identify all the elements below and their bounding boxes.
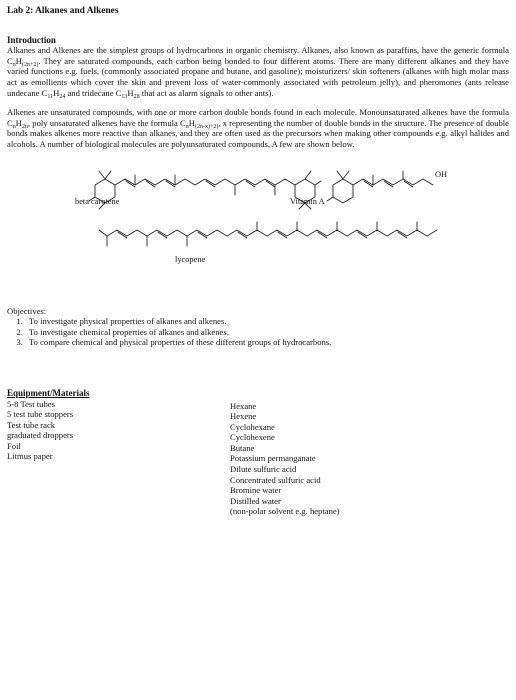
hydroxyl-group-label: OH: [435, 169, 448, 179]
text-run: and tridecane C: [65, 87, 122, 98]
vitamin-a-molecule: [327, 171, 433, 203]
text-run: . They are saturated compounds, each carbon being bonded to four different atoms. There are many different alkanes and they have varied functions e.g. fuels, (commonly associated propane and butane, and gasoline); moisturizers/ skin softeners (alkanes with high molar mass act as emollients which cover the skin and prevent loss of water-commonly associated with petroleum jelly), and pheromones (ants release undecane C: [7, 55, 509, 98]
objectives-list: [7, 316, 509, 348]
lab-document: [7, 6, 509, 517]
introduction-paragraph-alkenes: [7, 107, 509, 149]
material-item: Cyclohexane: [230, 421, 275, 432]
subscript: 24: [59, 93, 66, 100]
materials-list: [230, 401, 490, 518]
material-item: Distilled water: [230, 495, 281, 506]
text-run: H: [53, 87, 60, 98]
document-title: Lab 2: Alkanes and Alkenes: [7, 6, 119, 16]
subscript: 13: [121, 93, 128, 100]
molecule-structures: [7, 152, 509, 302]
subscript: (2n-x)+2): [194, 123, 219, 130]
material-item: Butane: [230, 442, 255, 453]
text-run: Alkanes and Alkenes are the simplest groups of hydrocarbons in organic chemistry. Alkanes, also known as paraffins, have the generic formula C: [7, 45, 509, 66]
subscript: 28: [133, 93, 140, 100]
material-item: Bromine water: [230, 485, 282, 496]
equipment-heading: Equipment/Materials: [7, 387, 90, 398]
introduction-paragraph-alkanes: [7, 45, 509, 98]
equipment-list: [7, 399, 207, 463]
equipment-item: 5 test tube stoppers: [7, 409, 74, 420]
subscript: n: [185, 123, 189, 130]
equipment-item: 5-8 Test tubes: [7, 398, 55, 409]
lycopene-molecule: [99, 222, 437, 246]
subscript: 11: [47, 93, 54, 100]
equipment-item: Foil: [7, 440, 21, 451]
vitamin-a-ring: [333, 179, 353, 203]
text-run: , poly unsaturated alkenes have the formula C: [27, 117, 186, 128]
text-run: , x representing the number of double bonds in the structure. The presence of double bonds makes alkenes more reactive than alkanes, and they are often used as the precursors when making other compounds e.g. alkyl halides and alcohols. A number of biological molecules are polyunsaturated compounds. A few are shown below.: [7, 117, 509, 149]
equipment-item: Test tube rack: [7, 419, 56, 430]
beta-carotene-label: beta carotene: [75, 196, 120, 206]
text-run: H: [15, 117, 22, 128]
vitamin-a-label: Vitamin A: [290, 196, 325, 206]
subscript: n: [12, 61, 16, 68]
beta-carotene-molecule: [89, 171, 321, 209]
material-item: Hexane: [230, 400, 257, 411]
skeletal-structures-drawing: [7, 152, 509, 302]
material-item: (non-polar solvent e.g. heptane): [230, 506, 340, 517]
equipment-item: Litmus paper: [7, 451, 53, 462]
material-item: Hexene: [230, 411, 257, 422]
text-run: H: [127, 87, 134, 98]
objectives-section: [7, 306, 509, 348]
introduction-heading: Introduction: [7, 34, 56, 45]
text-run: Alkenes are unsaturated compounds, with one or more carbon double bonds found in each molecule. Monounsaturated alkenes have the formula C: [7, 107, 509, 128]
text-run: that act as alarm signals to other ants).: [139, 87, 274, 98]
subscript: n: [12, 123, 16, 130]
text-run: H: [15, 55, 22, 66]
objectives-heading: Objectives:: [7, 305, 47, 316]
objective-item: 3. To compare chemical and physical properties of these different groups of hydrocarbons.: [25, 337, 509, 348]
lycopene-label: lycopene: [175, 254, 206, 264]
subscript: 2n: [21, 123, 28, 130]
material-item: Cyclohexene: [230, 432, 275, 443]
equipment-item: graduated droppers: [7, 430, 74, 441]
subscript: (2n+2): [21, 61, 39, 68]
objective-item: 2. To investigate chemical properties of alkanes and alkenes.: [25, 327, 509, 338]
material-item: Concentrated sulfuric acid: [230, 474, 321, 485]
text-run: H: [188, 117, 195, 128]
material-item: Potassium permanganate: [230, 453, 316, 464]
material-item: Dilute sulfuric acid: [230, 464, 297, 475]
objective-item: 1. To investigate physical properties of alkanes and alkenes.: [25, 316, 509, 327]
